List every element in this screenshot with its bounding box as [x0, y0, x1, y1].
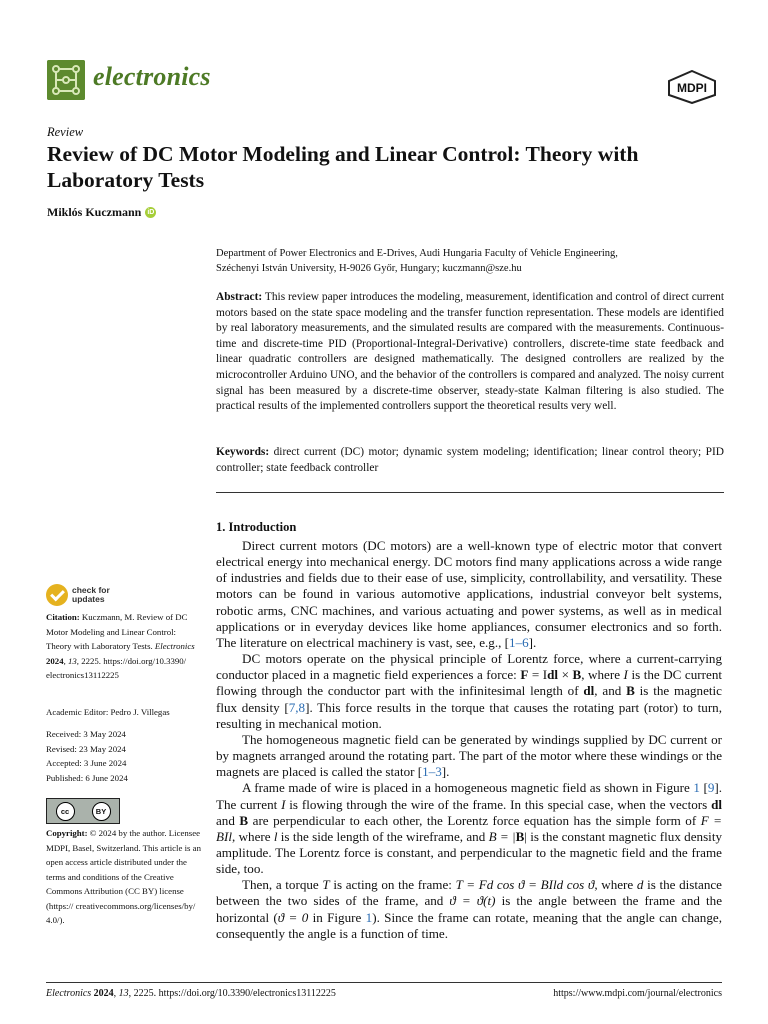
section-body: [216, 538, 722, 942]
paragraph: DC motors operate on the physical principle of Lorentz force, where a current-carrying conductor placed in a magnetic field experiences a force: F = Idl × B, where I is the DC current flowing through the conductor part with the infinitesimal length of dl, and B is the magnetic flux density [7,8]. This force results in the torque that causes the rotating part (rotor) to turn, resulting in mechanical motion.: [216, 651, 723, 731]
affiliation-line: Department of Power Electronics and E-Drives, Audi Hungaria Faculty of Vehicle Engineering,: [216, 248, 618, 259]
cc-icon: cc: [56, 802, 75, 821]
academic-editor: Academic Editor: Pedro J. Villegas: [46, 707, 170, 717]
equation: ϑ = ϑ(t): [449, 893, 496, 909]
paragraph: Direct current motors (DC motors) are a well-known type of electric motor that convert electrical energy into mechanical energy. DC motors find many applications across a wide range of industries and fields due to their ease of use, simplicity, controllability, and versatility. These motors can be found in various automotive applications, industrial conveyor belt systems, robotic arms, CNC machines, and various actuating and power systems, as well as in medical applications or in everyday devices like home appliances, consumer electronics and so forth. The literature on electrical machinery is vast, see, e.g., [1–6].: [216, 538, 722, 650]
check-for-updates-button[interactable]: check for updates: [46, 584, 110, 606]
copyright-block: Copyright: © 2024 by the author. Licensee MDPI, Basel, Switzerland. This article is an open access article distributed under the terms and conditions of the Creative Commons Attribution (CC BY) license (https:// creativecommons.org/licenses/by/ 4.0/).: [46, 828, 201, 925]
mdpi-logo-icon: [667, 70, 717, 104]
figure-link[interactable]: 1: [365, 909, 373, 925]
svg-text:MDPI: MDPI: [677, 81, 707, 95]
dates: [46, 727, 201, 785]
author-name[interactable]: Miklós Kuczmann: [47, 205, 142, 219]
accepted-date: Accepted: 3 June 2024: [46, 758, 127, 768]
section-heading: 1. Introduction: [216, 520, 297, 534]
equation: T = Fd cos ϑ = BIld cos ϑ: [455, 877, 595, 893]
equation: = I: [528, 667, 548, 683]
journal-logo-icon: [47, 60, 85, 100]
published-date: Published: 6 June 2024: [46, 772, 128, 783]
equation-symbol: F: [520, 667, 529, 683]
citation-link[interactable]: 9: [707, 780, 715, 796]
paragraph: The homogeneous magnetic field can be generated by windings supplied by DC current or by magnets arranged around the rotating part. The part of the motor where these windings or the magnets are placed is called the stator [1–3].: [216, 731, 722, 780]
cc-by-license-badge[interactable]: [46, 798, 120, 824]
abstract-text: This review paper introduces the modeling, measurement, identification and control of direct current motors based on the state space modeling and the transfer function representation. These models are identified by real laboratory measurements, and the simulated results are compared with the measurements. Continuous-time and discrete-time PID (Proportional-Integral-Derivative) controllers, discrete-time state feedback and linear quadratic controllers are designed mathematically. The designed controllers are realized by the microcontroller Arduino UNO, and the behavior of the controllers is compared and analyzed. The noisy current signal has been measured by a discrete-time observer, steady-state Kalman filtering is also studied. The practical results of the implemented controllers support the theoretical results very well.: [216, 291, 724, 413]
keywords-label: Keywords:: [216, 446, 270, 458]
check-icon: [46, 584, 68, 606]
footer-journal-url[interactable]: https://www.mdpi.com/journal/electronics: [553, 988, 722, 999]
citation-link[interactable]: 1–3: [422, 764, 442, 780]
figure-link[interactable]: 1: [693, 780, 700, 796]
journal-name: electronics: [93, 62, 211, 91]
citation-block: Citation: Kuczmann, M. Review of DC Motor Modeling and Linear Control: Theory with Laboratory Tests. Electronics 2024, 13, 2225. https://doi.org/10.3390/ electronics13112225: [46, 612, 195, 680]
abstract: [216, 290, 724, 415]
footer-citation: Electronics 2024, 13, 2225. https://doi.org/10.3390/electronics13112225: [46, 988, 336, 999]
article-type: Review: [47, 125, 84, 139]
article-title: Review of DC Motor Modeling and Linear Control: Theory with Laboratory Tests: [47, 142, 639, 192]
received-date: Received: 3 May 2024: [46, 729, 126, 739]
equation: F = BIl: [216, 812, 723, 844]
abstract-label: Abstract:: [216, 291, 263, 303]
affiliation-line: Széchenyi István University, H-9026 Győr, Hungary; kuczmann@sze.hu: [216, 263, 522, 274]
by-icon: BY: [92, 802, 111, 821]
citation-link[interactable]: 1–6: [509, 634, 529, 650]
affiliation: [216, 246, 726, 276]
revised-date: Revised: 23 May 2024: [46, 743, 126, 754]
divider: [216, 492, 724, 493]
author-line: [47, 205, 156, 220]
orcid-icon[interactable]: iD: [147, 209, 155, 216]
paragraph: A frame made of wire is placed in a homogeneous magnetic field as shown in Figure 1 [9]. The current I is flowing through the wire of the frame. In this special case, when the vectors dl and B are perpendicular to each other, the Lorentz force equation has the simple form of F = BIl, where l is the side length of the wireframe, and B = |B| is the constant magnetic flux density amplitude. The Lorentz force is constant, and perpendicular to the magnetic field and the frame side, too.: [216, 780, 723, 877]
footer-divider: [46, 982, 722, 983]
equation: ϑ = 0: [277, 909, 309, 925]
keywords-text: direct current (DC) motor; dynamic system modeling; identification; linear control theory; PID controller; state feedback controller: [216, 446, 724, 474]
keywords: [216, 445, 724, 476]
paragraph: Then, a torque T is acting on the frame: T = Fd cos ϑ = BIld cos ϑ, where d is the distance between the two sides of the frame, and ϑ = ϑ(t) is the angle between the frame and the horizontal (ϑ = 0 in Figure 1). Since the frame can rotate, meaning that the angle can change, consequently the angle is a function of time.: [216, 877, 723, 941]
citation-link[interactable]: 7,8: [288, 699, 306, 715]
